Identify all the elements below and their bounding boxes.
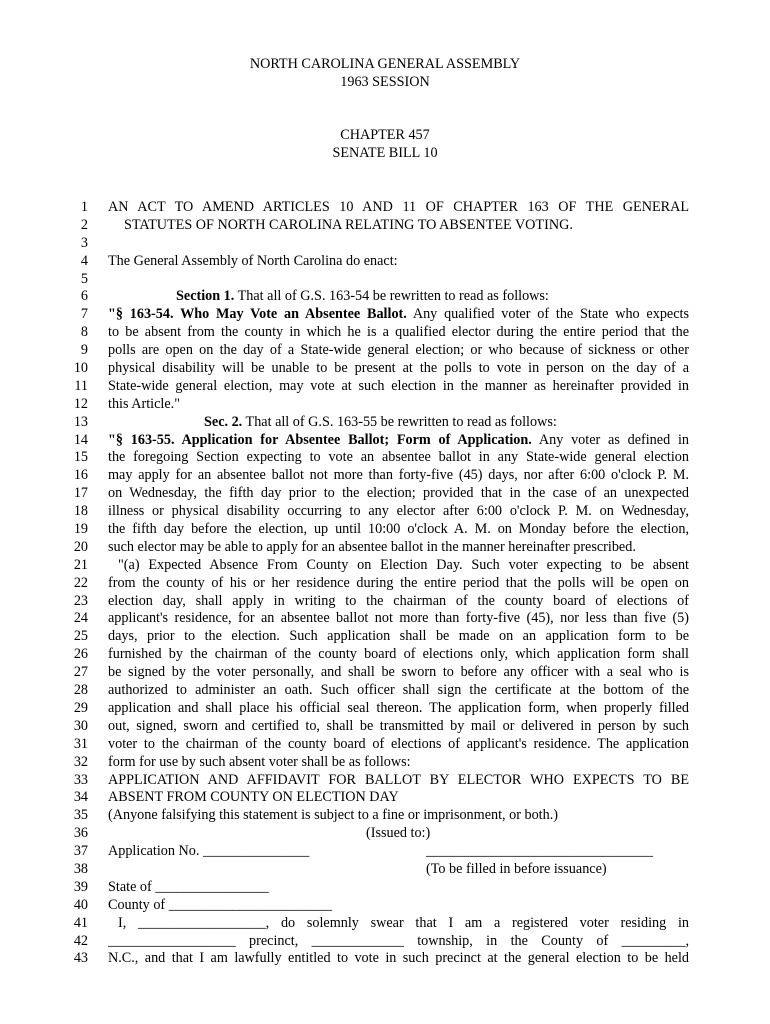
line-number: 15 (73, 449, 88, 466)
bill-title: SENATE BILL 10 (332, 145, 438, 161)
assembly-title: NORTH CAROLINA GENERAL ASSEMBLY (249, 56, 521, 72)
line-number: 21 (73, 556, 88, 573)
text-line (0, 306, 770, 324)
text-line (0, 217, 770, 235)
text-line (0, 449, 770, 467)
text-line (0, 288, 770, 306)
line-number: 2 (80, 216, 88, 233)
line-text: to be absent from the county in which he is a qualified elector during the entire period that the (108, 324, 689, 341)
line-text: election day, shall apply in writing to the chairman of the county board of elections of (108, 592, 689, 609)
line-number: 12 (73, 395, 88, 412)
line-text: applicant's residence, for an absentee ballot not more than forty-five (45), nor less than five (5) (108, 610, 689, 627)
text-line (0, 485, 770, 503)
line-number: 4 (80, 252, 88, 269)
line-text: out, signed, sworn and certified to, shall be transmitted by mail or delivered in person by such (108, 717, 689, 734)
text-line (0, 396, 770, 414)
line-number: 27 (73, 664, 88, 681)
line-number: 5 (80, 270, 88, 287)
line-number: 28 (73, 682, 88, 699)
line-number: 35 (73, 807, 88, 824)
line-number: 6 (80, 288, 88, 305)
line-text: the foregoing Section expecting to vote an absentee ballot in any State-wide general election (108, 449, 689, 466)
line-text: State-wide general election, may vote at such election in the manner as hereinafter provided in (108, 377, 689, 394)
text-line (0, 843, 770, 861)
text-line (0, 682, 770, 700)
section-heading: Sec. 2. (204, 413, 243, 430)
text-line (0, 789, 770, 807)
text-line (0, 807, 770, 825)
text-line (0, 879, 770, 897)
line-text: (To be filled in before issuance) (426, 860, 607, 877)
line-number: 24 (73, 610, 88, 627)
line-number: 10 (73, 360, 88, 377)
section-heading: Section 1. (176, 288, 235, 305)
text-line (0, 432, 770, 450)
text-line (0, 772, 770, 790)
line-text: (Issued to:) (366, 825, 431, 842)
line-text: this Article." (108, 395, 180, 412)
text-line (0, 575, 770, 593)
line-number: 26 (73, 646, 88, 663)
text-line (0, 199, 770, 217)
text-line (0, 378, 770, 396)
line-text: Application No. _______________ (108, 843, 310, 860)
line-number: 1 (80, 199, 88, 215)
line-text: N.C., and that I am lawfully entitled to vote in such precinct at the general election to be held (108, 950, 689, 967)
line-text: APPLICATION AND AFFIDAVIT FOR BALLOT BY ELECTOR WHO EXPECTS TO BE (108, 771, 689, 788)
line-number: 30 (73, 717, 88, 734)
line-text: polls are open on the day of a State-wide general election; or who because of sickness or other (108, 342, 689, 359)
line-text: ABSENT FROM COUNTY ON ELECTION DAY (108, 789, 399, 806)
text-line (0, 503, 770, 521)
line-number: 16 (73, 467, 88, 484)
text-line (0, 861, 770, 879)
section-heading: "§ 163-55. Application for Absentee Ballot; Form of Application. (108, 431, 532, 448)
line-text: STATUTES OF NORTH CAROLINA RELATING TO ABSENTEE VOTING. (124, 216, 573, 233)
line-text: Section 1. That all of G.S. 163-54 be rewritten to read as follows: (176, 288, 549, 305)
text-line (0, 253, 770, 271)
signature-blank: ________________________________ (426, 843, 653, 860)
text-line (0, 360, 770, 378)
line-text: voter to the chairman of the county board of elections of applicant's residence. The application (108, 735, 689, 752)
line-text: (Anyone falsifying this statement is subject to a fine or imprisonment, or both.) (108, 807, 558, 824)
line-text: may apply for an absentee ballot not more than forty-five (45) days, nor after 6:00 o'clock P. M. (108, 467, 689, 484)
line-text: Sec. 2. That all of G.S. 163-55 be rewritten to read as follows: (204, 413, 557, 430)
line-number: 3 (80, 234, 88, 251)
line-text: such elector may be able to apply for an absentee ballot in the manner hereinafter prescribed. (108, 538, 636, 555)
text-line (0, 628, 770, 646)
text-line (0, 414, 770, 432)
line-text: "§ 163-55. Application for Absentee Ballot; Form of Application. Any voter as defined in (108, 431, 689, 448)
line-number: 40 (73, 896, 88, 913)
line-text: form for use by such absent voter shall be as follows: (108, 753, 411, 770)
line-text: be signed by the voter personally, and shall be sworn to before any officer with a seal who is (108, 664, 689, 681)
line-number: 17 (73, 485, 88, 502)
line-number: 22 (73, 574, 88, 591)
line-text: AN ACT TO AMEND ARTICLES 10 AND 11 OF CHAPTER 163 OF THE GENERAL (108, 199, 689, 215)
text-line (0, 521, 770, 539)
line-text: County of _______________________ (108, 896, 332, 913)
line-text: application and shall place his official seal thereon. The application form, when properly filled (108, 699, 689, 716)
section-heading: "§ 163-54. Who May Vote an Absentee Ballot. (108, 306, 407, 323)
line-text: physical disability will be unable to be present at the polls to vote in person on the day of a (108, 360, 689, 377)
text-line (0, 646, 770, 664)
text-line (0, 467, 770, 485)
line-number: 34 (73, 789, 88, 806)
text-line (0, 915, 770, 933)
line-text: __________________ precinct, _____________ township, in the County of _________, (108, 932, 689, 949)
line-text: The General Assembly of North Carolina do enact: (108, 252, 398, 269)
line-number: 38 (73, 860, 88, 877)
line-text: days, prior to the election. Such application shall be made on an application form to be (108, 628, 689, 645)
text-line (0, 736, 770, 754)
line-number: 31 (73, 735, 88, 752)
line-number: 33 (73, 771, 88, 788)
line-number: 36 (73, 825, 88, 842)
line-number: 37 (73, 843, 88, 860)
text-line (0, 539, 770, 557)
text-line (0, 593, 770, 611)
text-line (0, 342, 770, 360)
line-text: I, __________________, do solemnly swear that I am a registered voter residing in (118, 914, 689, 931)
line-number: 42 (73, 932, 88, 949)
line-number: 11 (74, 377, 88, 394)
line-number: 13 (73, 413, 88, 430)
chapter-title: CHAPTER 457 (340, 127, 430, 143)
line-number: 39 (73, 878, 88, 895)
line-number: 32 (73, 753, 88, 770)
text-line (0, 754, 770, 772)
line-text: on Wednesday, the fifth day prior to the election; provided that in the case of an unexpected (108, 485, 689, 502)
text-line (0, 933, 770, 951)
text-line (0, 271, 770, 289)
line-number: 18 (73, 503, 88, 520)
line-number: 29 (73, 699, 88, 716)
line-number: 19 (73, 521, 88, 538)
line-text: from the county of his or her residence during the entire period that the polls will be open on (108, 574, 689, 591)
line-number: 23 (73, 592, 88, 609)
line-number: 41 (73, 914, 88, 931)
line-text: illness or physical disability occurring to any elector after 6:00 o'clock P. M. on Wednesday, (108, 503, 689, 520)
session-title: 1963 SESSION (340, 74, 430, 90)
line-number: 14 (73, 431, 88, 448)
numbered-text-body (0, 199, 770, 968)
line-number: 20 (73, 538, 88, 555)
line-text: "(a) Expected Absence From County on Election Day. Such voter expecting to be absent (118, 556, 689, 573)
text-line (0, 897, 770, 915)
text-line (0, 324, 770, 342)
line-number: 8 (80, 324, 88, 341)
text-line (0, 610, 770, 628)
line-number: 7 (80, 306, 88, 323)
text-line (0, 950, 770, 968)
text-line (0, 700, 770, 718)
text-line (0, 718, 770, 736)
line-number: 9 (80, 342, 88, 359)
line-number: 43 (73, 950, 88, 967)
line-text: "§ 163-54. Who May Vote an Absentee Ballot. Any qualified voter of the State who expects (108, 306, 689, 323)
text-line (0, 664, 770, 682)
text-line (0, 235, 770, 253)
text-line (0, 825, 770, 843)
line-text: furnished by the chairman of the county board of elections only, which application form shall (108, 646, 689, 663)
line-text: State of ________________ (108, 878, 269, 895)
line-text: authorized to administer an oath. Such officer shall sign the certificate at the bottom of the (108, 682, 689, 699)
line-text: the fifth day before the election, up until 10:00 o'clock A. M. on Monday before the election, (108, 521, 689, 538)
text-line (0, 557, 770, 575)
line-number: 25 (73, 628, 88, 645)
